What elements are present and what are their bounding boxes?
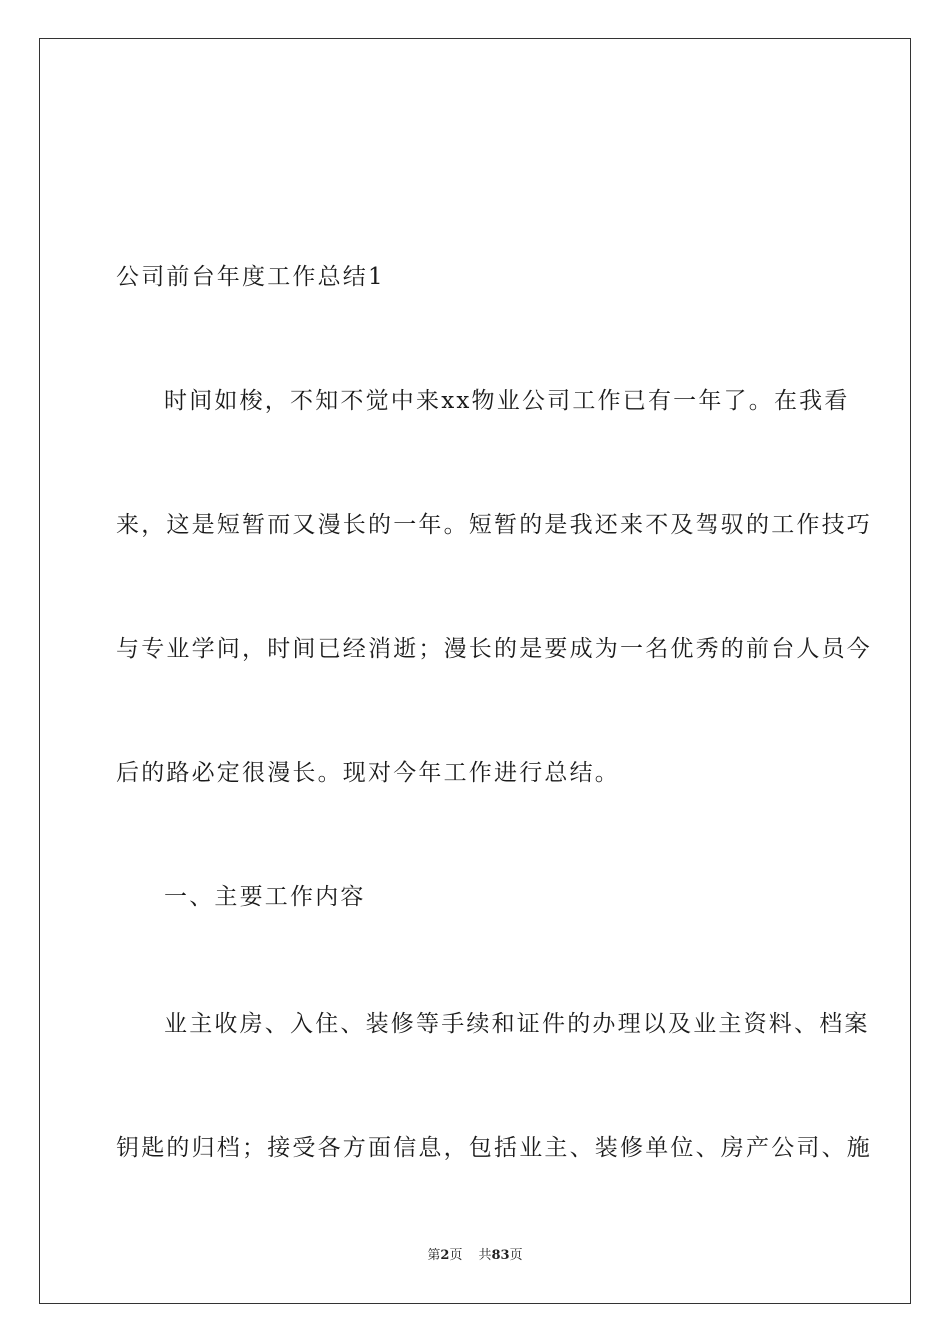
section-heading: 一、主要工作内容 [164, 884, 366, 910]
page-frame [39, 38, 911, 1304]
document-title: 公司前台年度工作总结1 [116, 264, 385, 290]
footer-page-prefix: 第 [427, 1248, 441, 1263]
paragraph-line-4: 后的路必定很漫长。现对今年工作进行总结。 [116, 760, 620, 786]
paragraph-line-2: 来，这是短暂而又漫长的一年。短暂的是我还来不及驾驭的工作技巧 [116, 512, 872, 538]
page-footer [0, 1247, 950, 1265]
paragraph-line-1: 时间如梭，不知不觉中来xx物业公司工作已有一年了。在我看 [164, 388, 850, 414]
paragraph-line-3: 与专业学问，时间已经消逝；漫长的是要成为一名优秀的前台人员今 [116, 636, 872, 662]
footer-page-suffix: 页 [449, 1248, 463, 1263]
footer-total-suffix: 页 [509, 1248, 523, 1263]
footer-total-pages: 83 [491, 1248, 510, 1263]
footer-page-number: 2 [440, 1248, 450, 1263]
footer-total-prefix: 共 [478, 1248, 492, 1263]
paragraph-line-6: 钥匙的归档；接受各方面信息，包括业主、装修单位、房产公司、施 [116, 1135, 872, 1161]
paragraph-line-5: 业主收房、入住、装修等手续和证件的办理以及业主资料、档案 [164, 1011, 870, 1037]
